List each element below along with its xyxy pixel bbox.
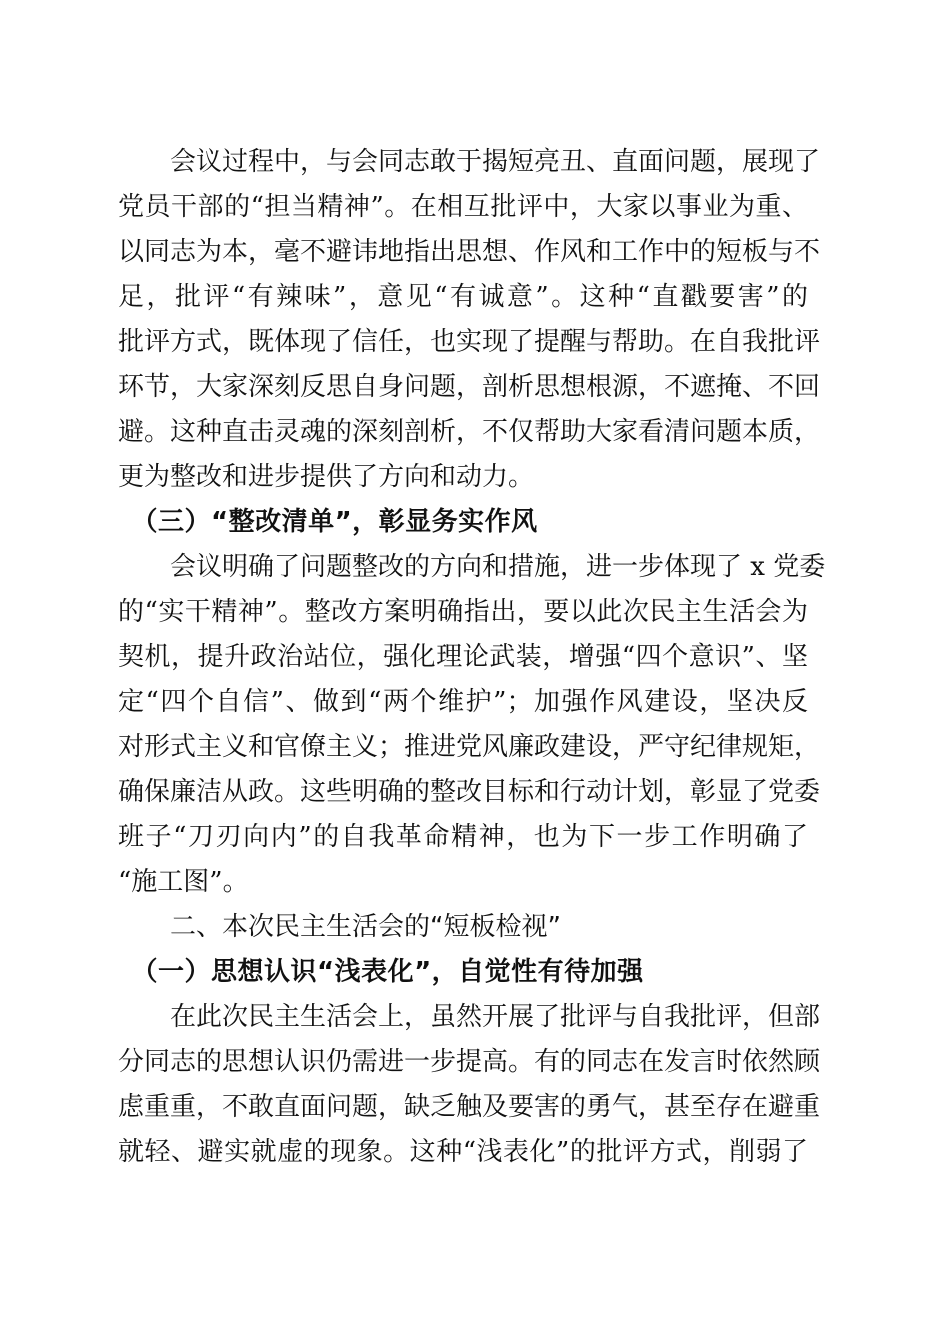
text-line: 契机，提升政治站位，强化理论武装，增强“四个意识”、坚 — [118, 642, 808, 672]
text-line: “施工图”。 — [118, 867, 249, 897]
text-line: 分同志的思想认识仍需进一步提高。有的同志在发言时依然顾 — [118, 1047, 821, 1077]
text-line: 确保廉洁从政。这些明确的整改目标和行动计划，彰显了党委 — [118, 777, 821, 807]
text-line: 会议过程中，与会同志敢于揭短亮丑、直面问题，展现了 — [118, 147, 821, 177]
paragraph-meeting-process — [118, 140, 821, 500]
section-title-text: 二、本次民主生活会的“短板检视” — [118, 912, 561, 942]
text-line: 会议明确了问题整改的方向和措施，进一步体现了 x 党委 — [118, 552, 826, 582]
text-line: 虑重重，不敢直面问题，缺乏触及要害的勇气，甚至存在避重 — [118, 1092, 821, 1122]
text-line: 对形式主义和官僚主义；推进党风廉政建设，严守纪律规矩， — [118, 732, 821, 762]
text-line: 批评方式，既体现了信任，也实现了提醒与帮助。在自我批评 — [118, 327, 821, 357]
text-line: 更为整改和进步提供了方向和动力。 — [118, 462, 535, 492]
text-line: 足，批评“有辣味”，意见“有诚意”。这种“直戳要害”的 — [118, 282, 808, 312]
subheading-rectification-list — [118, 500, 808, 545]
section-title-shortcomings — [118, 905, 808, 950]
text-line: 避。这种直击灵魂的深刻剖析，不仅帮助大家看清问题本质， — [118, 417, 821, 447]
text-line: 党员干部的“担当精神”。在相互批评中，大家以事业为重、 — [118, 192, 808, 222]
text-line: 的“实干精神”。整改方案明确指出，要以此次民主生活会为 — [118, 597, 808, 627]
document-body — [118, 140, 826, 1175]
text-line: 班子“刀刃向内”的自我革命精神，也为下一步工作明确了 — [118, 822, 808, 852]
text-line: 环节，大家深刻反思自身问题，剖析思想根源，不遮掩、不回 — [118, 372, 821, 402]
paragraph-rectification — [118, 545, 826, 905]
subheading-text: （三）“整改清单”，彰显务实作风 — [118, 507, 538, 537]
text-line: 定“四个自信”、做到“两个维护”；加强作风建设，坚决反 — [118, 687, 808, 717]
text-line: 就轻、避实就虚的现象。这种“浅表化”的批评方式，削弱了 — [118, 1137, 808, 1167]
subheading-superficial-thinking — [118, 950, 808, 995]
text-line: 在此次民主生活会上，虽然开展了批评与自我批评，但部 — [118, 1002, 821, 1032]
subheading-text: （一）思想认识“浅表化”，自觉性有待加强 — [118, 957, 644, 987]
text-line: 以同志为本，毫不避讳地指出思想、作风和工作中的短板与不 — [118, 237, 821, 267]
paragraph-superficial-thinking — [118, 995, 821, 1175]
